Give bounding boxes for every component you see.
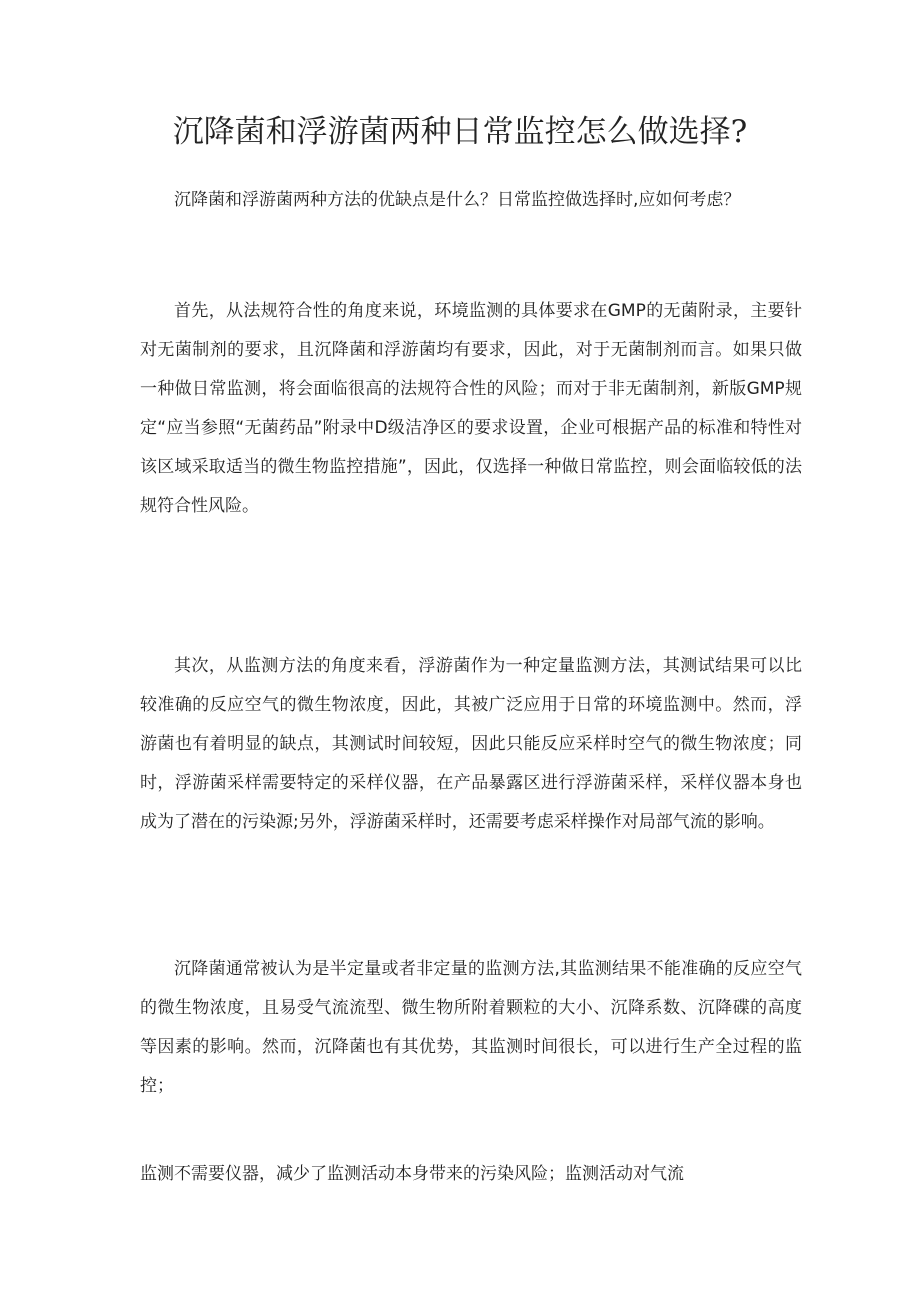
paragraph-intro-question: 沉降菌和浮游菌两种方法的优缺点是什么？日常监控做选择时,应如何考虑？ (174, 190, 741, 210)
paragraph-continuation: 监测不需要仪器，减少了监测活动本身带来的污染风险；监测活动对气流 (140, 1164, 684, 1184)
paragraph-settle-plate-method: 沉降菌通常被认为是半定量或者非定量的监测方法,其监测结果不能准确的反应空气的微生物浓度，且易受气流流型、微生物所附着颗粒的大小、沉降系数、沉降碟的高度等因素的影响。然而，沉降菌也有其优势，其监测时间很长，可以进行生产全过程的监控； (140, 959, 802, 1096)
paragraph-regulatory-compliance: 首先，从法规符合性的角度来说，环境监测的具体要求在GMP的无菌附录，主要针对无菌制剂的要求，且沉降菌和浮游菌均有要求，因此，对于无菌制剂而言。如果只做一种做日常监测，将会面临很高的法规符合性的风险；而对于非无菌制剂，新版GMP规定“应当参照“无菌药品”附录中D级洁净区的要求设置，企业可根据产品的标准和特性对该区域采取适当的微生物监控措施”，因此，仅选择一种做日常监控，则会面临较低的法规符合性风险。 (140, 301, 802, 516)
document-title: 沉降菌和浮游菌两种日常监控怎么做选择? (172, 114, 748, 150)
paragraph-airborne-method: 其次，从监测方法的角度来看，浮游菌作为一种定量监测方法，其测试结果可以比较准确的反应空气的微生物浓度，因此，其被广泛应用于日常的环境监测中。然而，浮游菌也有着明显的缺点，其测试时间较短，因此只能反应采样时空气的微生物浓度；同时，浮游菌采样需要特定的采样仪器，在产品暴露区进行浮游菌采样，采样仪器本身也成为了潜在的污染源;另外，浮游菌采样时，还需要考虑采样操作对局部气流的影响。 (140, 656, 802, 832)
